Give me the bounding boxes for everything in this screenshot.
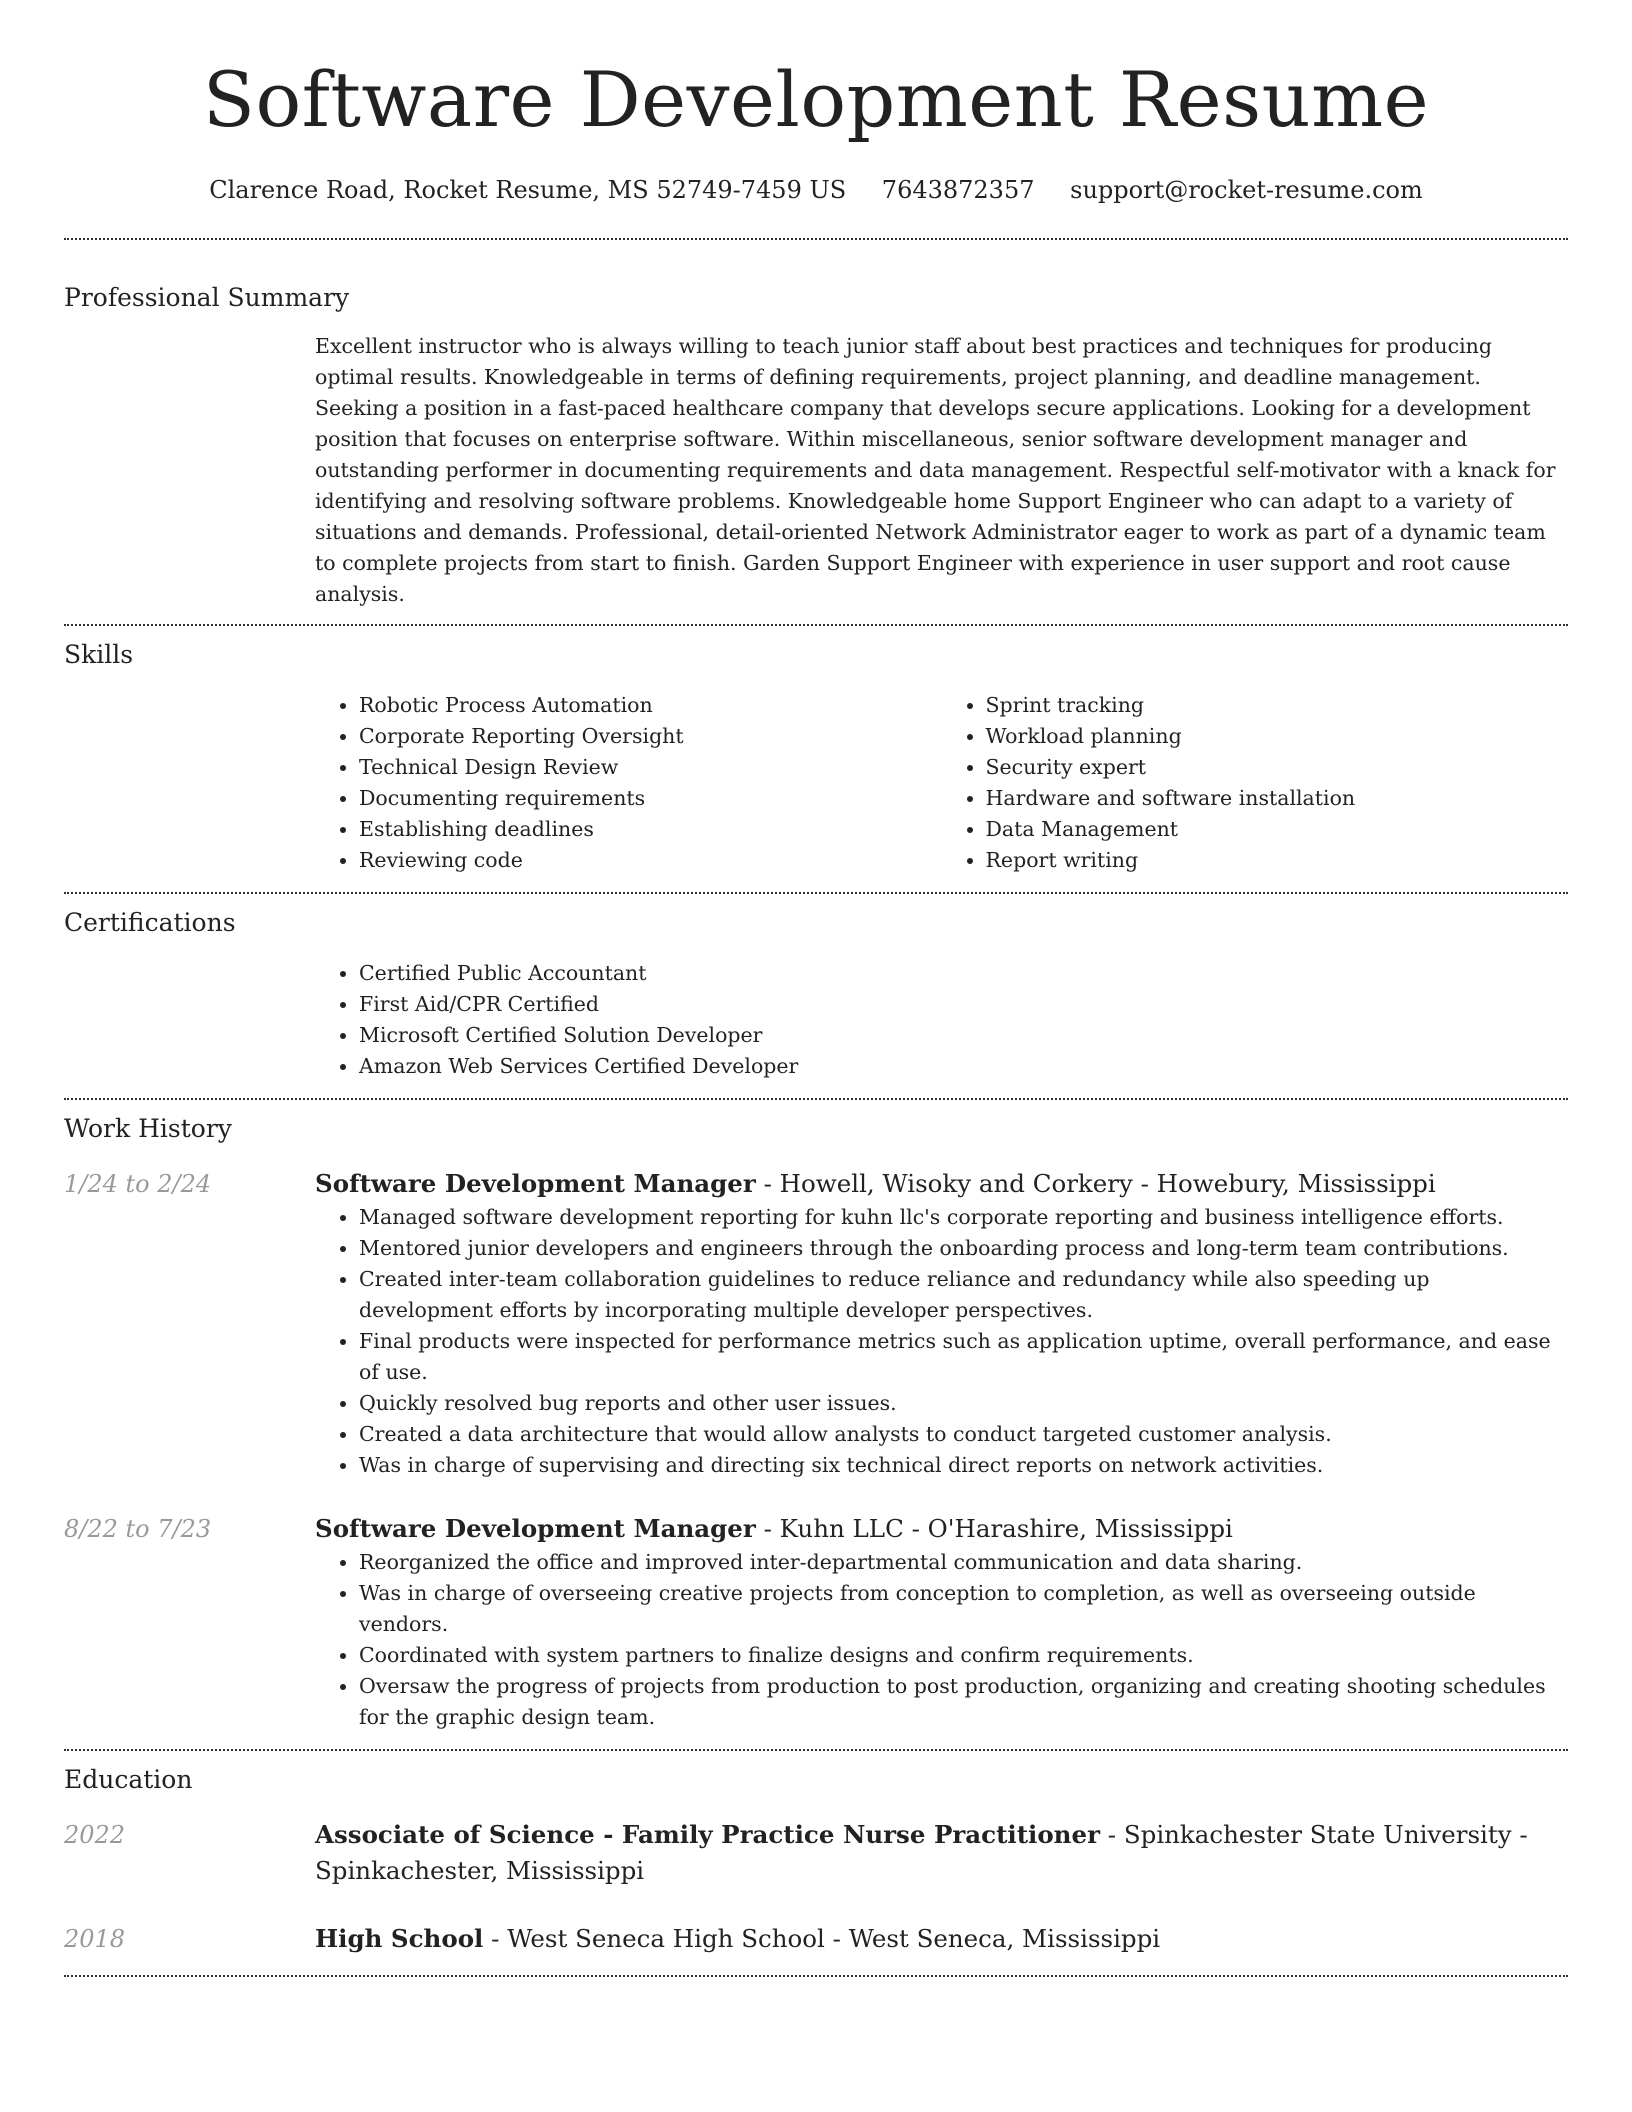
skills-grid — [315, 690, 1568, 892]
resume-header — [64, 0, 1568, 206]
list-item: • Coordinated with system partners to finalize designs and confirm requirements. — [359, 1640, 1568, 1671]
list-item: • Created a data architecture that would allow analysts to conduct targeted customer analysis. — [359, 1419, 1568, 1450]
job-bullets — [315, 1202, 1568, 1481]
job-title: Software Development Manager — [315, 1169, 756, 1198]
list-item: • Report writing — [986, 845, 1569, 876]
summary-section — [64, 240, 1568, 624]
education-details — [315, 1921, 1568, 1957]
list-item: • Certified Public Accountant — [359, 958, 1568, 989]
education-heading-line — [315, 1921, 1568, 1957]
list-item: • Amazon Web Services Certified Developer — [359, 1051, 1568, 1082]
list-item: • Managed software development reporting for kuhn llc's corporate reporting and business intelligence efforts. — [359, 1202, 1568, 1233]
list-item: • Was in charge of overseeing creative projects from conception to completion, as well as overseeing outside vendors. — [359, 1578, 1568, 1640]
job-entry — [64, 1511, 1568, 1749]
list-item: • Establishing deadlines — [359, 814, 942, 845]
list-item: • Sprint tracking — [986, 690, 1569, 721]
education-details — [315, 1817, 1568, 1889]
contact-email: support@rocket-resume.com — [1070, 176, 1423, 204]
list-item: • First Aid/CPR Certified — [359, 989, 1568, 1020]
list-item: • Reviewing code — [359, 845, 942, 876]
list-item: • Microsoft Certified Solution Developer — [359, 1020, 1568, 1051]
job-employer-location: - Howell, Wisoky and Corkery - Howebury, Mississippi — [755, 1169, 1436, 1198]
skills-heading: Skills — [64, 640, 134, 669]
list-item: • Final products were inspected for performance metrics such as application uptime, overall performance, and ease of use. — [359, 1326, 1568, 1388]
education-degree: Associate of Science - Family Practice Nurse Practitioner — [315, 1820, 1100, 1849]
education-section — [64, 1751, 1568, 1975]
education-school-location: - Spinkachester State University - Spinkachester, Mississippi — [315, 1820, 1528, 1885]
certifications-heading: Certifications — [64, 908, 236, 937]
list-item: • Security expert — [986, 752, 1569, 783]
list-item: • Created inter-team collaboration guidelines to reduce reliance and redundancy while also speeding up development efforts by incorporating multiple developer perspectives. — [359, 1264, 1568, 1326]
summary-heading: Professional Summary — [64, 283, 350, 312]
education-entry — [64, 1921, 1568, 1975]
job-title: Software Development Manager — [315, 1514, 756, 1543]
education-entry — [64, 1817, 1568, 1889]
education-heading: Education — [64, 1765, 193, 1794]
certifications-list — [315, 958, 1568, 1082]
contact-phone: 7643872357 — [881, 176, 1035, 204]
education-school-location: - West Seneca High School - West Seneca, Mississippi — [483, 1924, 1161, 1953]
job-dates: 8/22 to 7/23 — [64, 1515, 212, 1543]
list-item: • Corporate Reporting Oversight — [359, 721, 942, 752]
education-year: 2022 — [64, 1821, 126, 1849]
list-item: • Data Management — [986, 814, 1569, 845]
job-employer-location: - Kuhn LLC - O'Harashire, Mississippi — [755, 1514, 1233, 1543]
job-bullets — [315, 1547, 1568, 1733]
education-year: 2018 — [64, 1925, 126, 1953]
list-item: • Documenting requirements — [359, 783, 942, 814]
job-heading — [315, 1511, 1568, 1547]
contact-line — [64, 174, 1568, 206]
certifications-section — [64, 894, 1568, 1098]
list-item: • Workload planning — [986, 721, 1569, 752]
list-item: • Hardware and software installation — [986, 783, 1569, 814]
job-heading — [315, 1166, 1568, 1202]
section-divider — [64, 1975, 1568, 1977]
contact-address: Clarence Road, Rocket Resume, MS 52749-7459 US — [209, 176, 847, 204]
job-entry — [64, 1166, 1568, 1481]
list-item: • Quickly resolved bug reports and other user issues. — [359, 1388, 1568, 1419]
list-item: • Oversaw the progress of projects from production to post production, organizing and creating shooting schedules for the graphic design team. — [359, 1671, 1568, 1733]
certifications-list-wrap — [315, 958, 1568, 1098]
education-degree: High School — [315, 1924, 484, 1953]
list-item: • Reorganized the office and improved inter-departmental communication and data sharing. — [359, 1547, 1568, 1578]
list-item: • Technical Design Review — [359, 752, 942, 783]
job-details — [315, 1511, 1568, 1733]
list-item: • Mentored junior developers and engineers through the onboarding process and long-term team contributions. — [359, 1233, 1568, 1264]
work-heading: Work History — [64, 1114, 232, 1143]
skills-section — [64, 626, 1568, 892]
education-heading-line — [315, 1817, 1568, 1889]
list-item: • Was in charge of supervising and directing six technical direct reports on network activities. — [359, 1450, 1568, 1481]
work-section — [64, 1100, 1568, 1749]
skills-list-right — [942, 690, 1569, 876]
job-details — [315, 1166, 1568, 1481]
list-item: • Robotic Process Automation — [359, 690, 942, 721]
job-dates: 1/24 to 2/24 — [64, 1170, 212, 1198]
summary-text: Excellent instructor who is always willing to teach junior staff about best practices and techniques for producing optimal results. Knowledgeable in terms of defining requirements, project planning, and deadline management. Seeking a position in a fast-paced healthcare company that develops secure applications. Looking for a development position that focuses on enterprise software. Within miscellaneous, senior software development manager and outstanding performer in documenting requirements and data management. Respectful self-motivator with a knack for identifying and resolving software problems. Knowledgeable home Support Engineer who can adapt to a variety of situations and demands. Professional, detail-oriented Network Administrator eager to work as part of a dynamic team to complete projects from start to finish. Garden Support Engineer with experience in user support and root cause analysis. — [315, 334, 1556, 606]
skills-list-left — [315, 690, 942, 876]
resume-title: Software Development Resume — [202, 55, 1430, 144]
